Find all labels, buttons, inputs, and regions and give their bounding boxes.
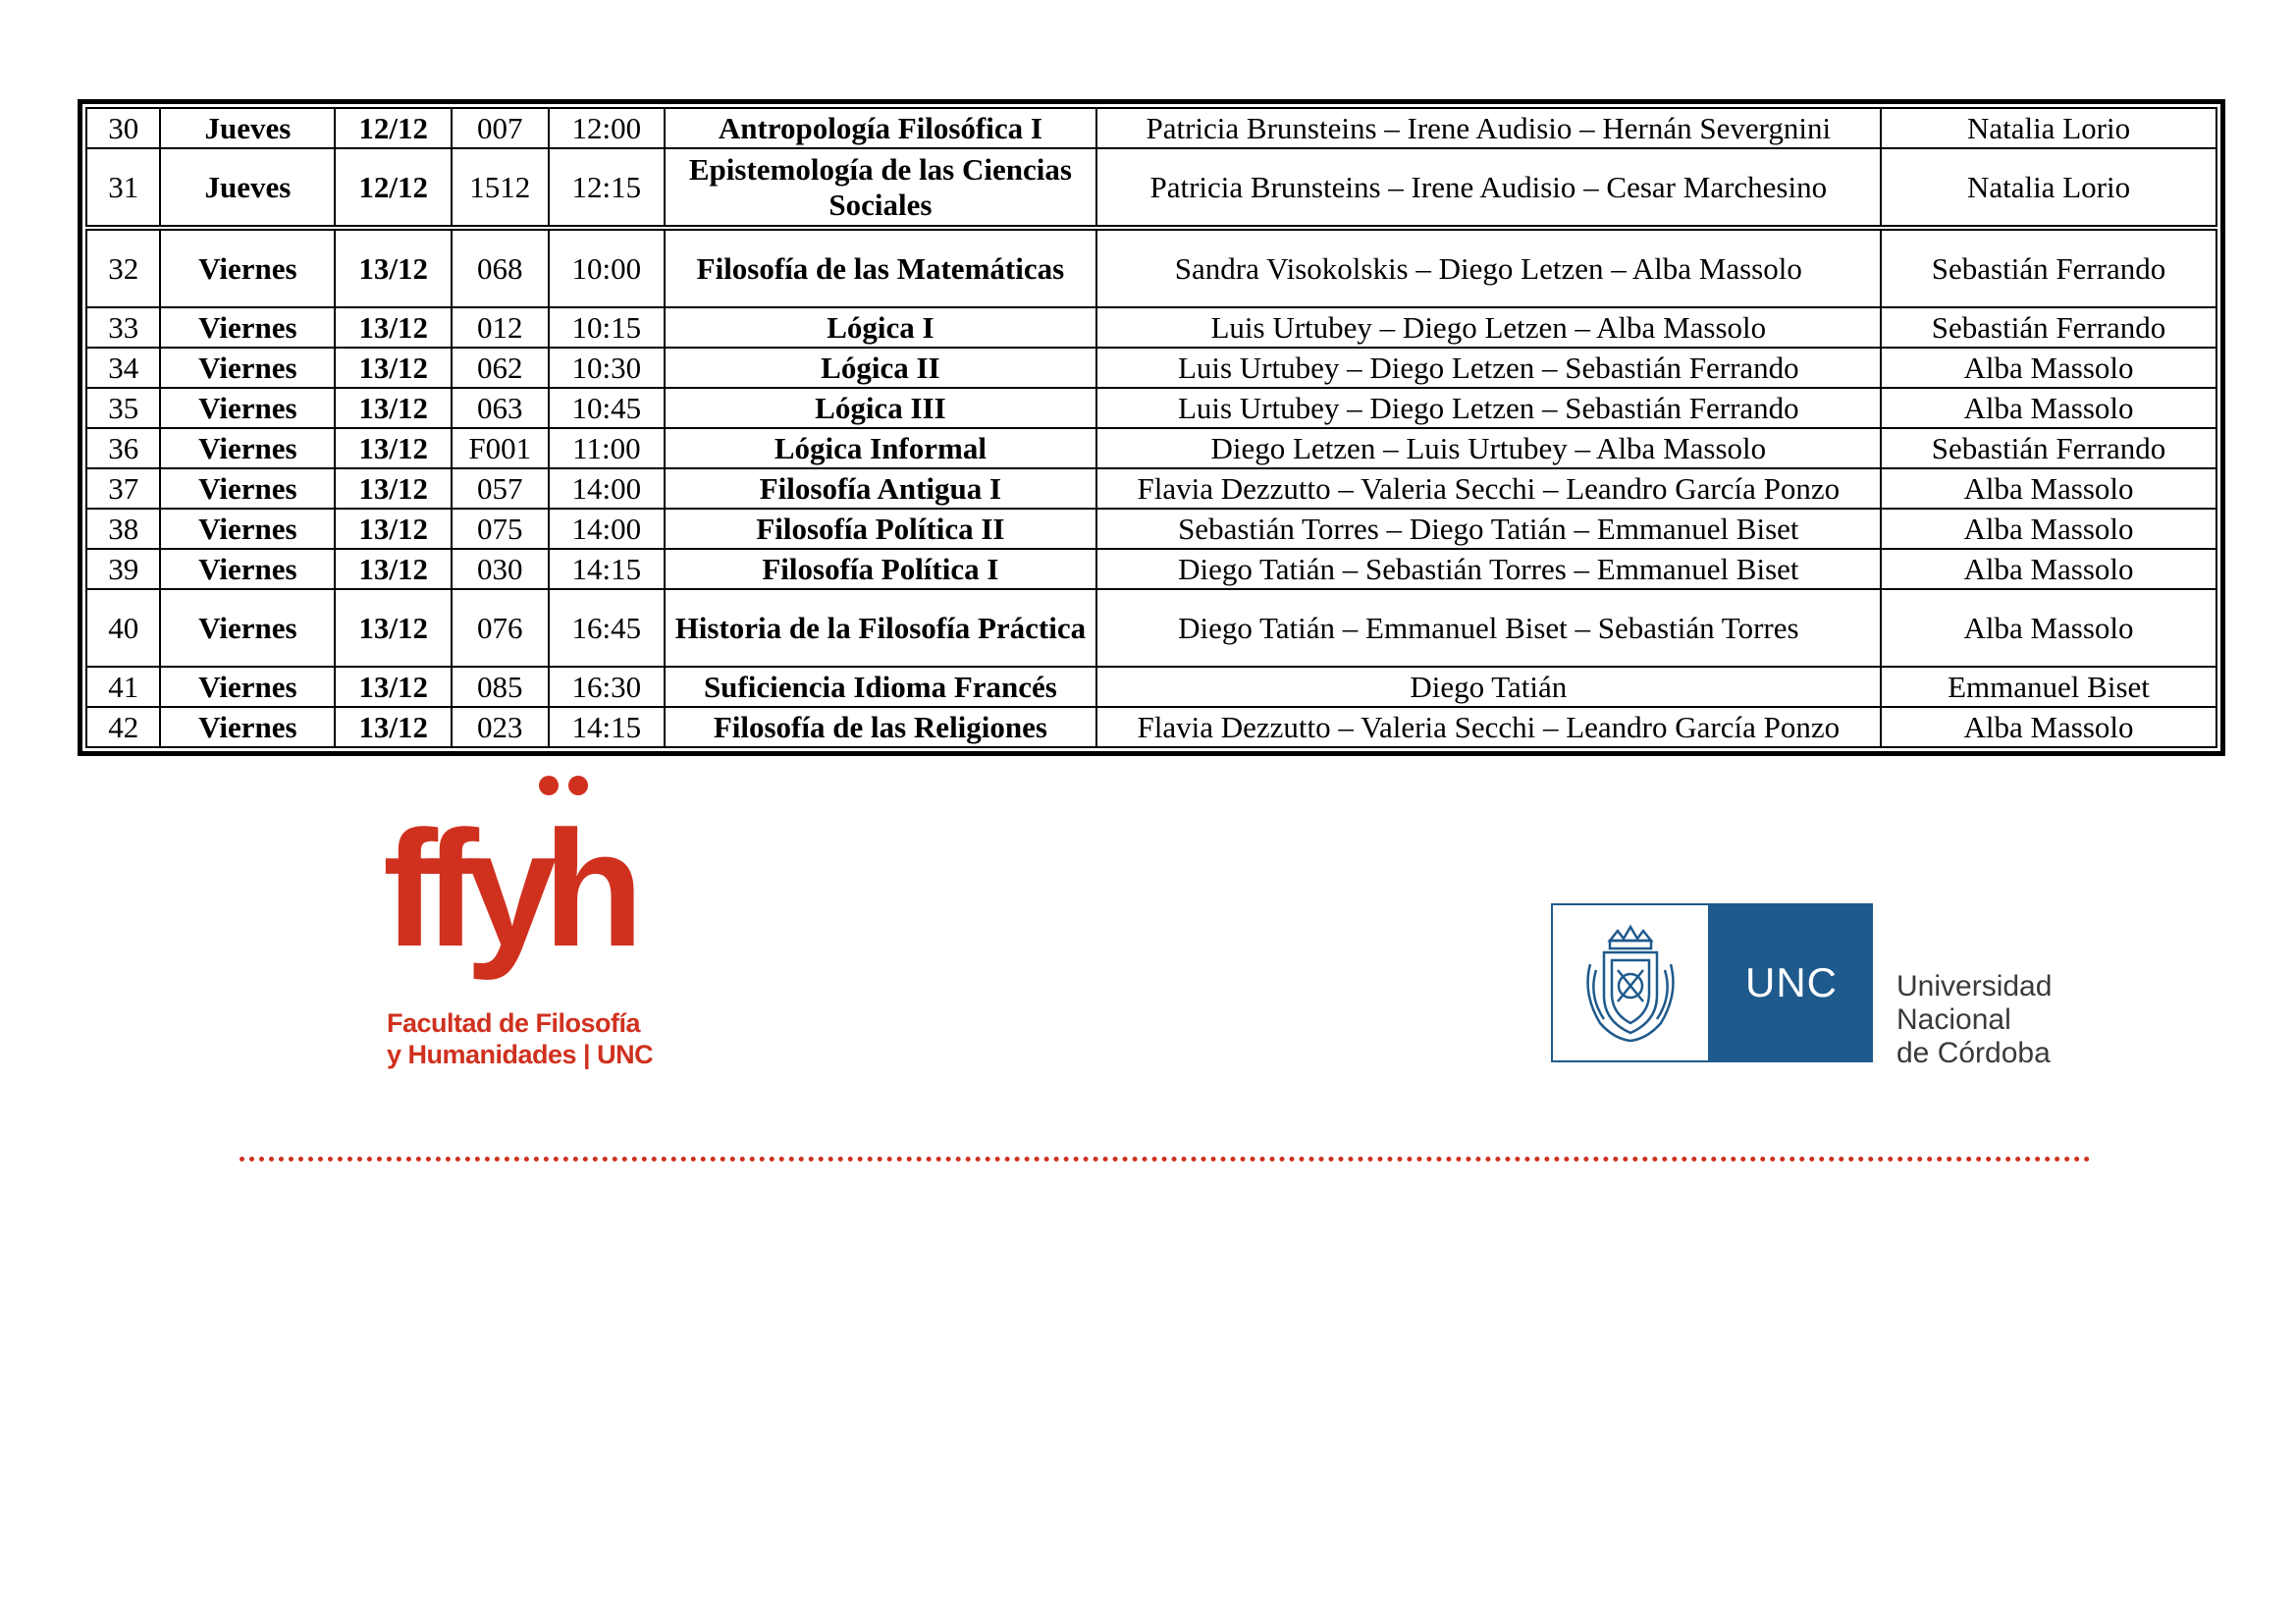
unc-name-line1: Universidad [1896, 970, 2053, 1002]
exam-subject: Historia de la Filosofía Práctica [665, 589, 1095, 667]
exam-tribunal: Luis Urtubey – Diego Letzen – Sebastián Ferrando [1096, 388, 1881, 428]
row-number: 40 [86, 589, 160, 667]
row-number: 36 [86, 428, 160, 468]
exam-subject: Filosofía Política II [665, 509, 1095, 549]
table-row [86, 509, 2216, 549]
exam-time: 14:15 [549, 549, 666, 589]
exam-date: 13/12 [335, 509, 452, 549]
exam-date: 13/12 [335, 228, 452, 307]
exam-room: 085 [452, 667, 549, 707]
exam-date: 13/12 [335, 589, 452, 667]
exam-schedule-grid [85, 107, 2217, 748]
row-number: 32 [86, 228, 160, 307]
row-number: 33 [86, 307, 160, 348]
exam-day: Viernes [160, 428, 335, 468]
table-row [86, 468, 2216, 509]
exam-date: 13/12 [335, 707, 452, 747]
exam-room: 062 [452, 348, 549, 388]
exam-date: 13/12 [335, 428, 452, 468]
table-row [86, 589, 2216, 667]
exam-time: 12:15 [549, 148, 666, 228]
row-number: 42 [86, 707, 160, 747]
unc-acronym-box [1710, 903, 1873, 1062]
exam-suplente: Alba Massolo [1881, 509, 2216, 549]
exam-tribunal: Sandra Visokolskis – Diego Letzen – Alba Massolo [1096, 228, 1881, 307]
exam-tribunal: Patricia Brunsteins – Irene Audisio – Hernán Severgnini [1096, 108, 1881, 148]
ffyh-wordmark: ffyh [383, 796, 630, 981]
exam-subject: Lógica III [665, 388, 1095, 428]
exam-day: Jueves [160, 108, 335, 148]
exam-day: Viernes [160, 228, 335, 307]
exam-suplente: Natalia Lorio [1881, 148, 2216, 228]
exam-room: 068 [452, 228, 549, 307]
row-number: 41 [86, 667, 160, 707]
exam-day: Viernes [160, 307, 335, 348]
exam-time: 10:45 [549, 388, 666, 428]
exam-subject: Lógica Informal [665, 428, 1095, 468]
table-row [86, 148, 2216, 228]
exam-subject: Filosofía de las Religiones [665, 707, 1095, 747]
exam-suplente: Sebastián Ferrando [1881, 307, 2216, 348]
ffyh-logo [383, 776, 677, 1070]
exam-room: 1512 [452, 148, 549, 228]
exam-day: Viernes [160, 348, 335, 388]
table-row [86, 348, 2216, 388]
exam-time: 12:00 [549, 108, 666, 148]
exam-room: 076 [452, 589, 549, 667]
exam-room: 012 [452, 307, 549, 348]
exam-room: 075 [452, 509, 549, 549]
exam-subject: Antropología Filosófica I [665, 108, 1095, 148]
dot-icon [539, 776, 559, 795]
unc-crest-box [1551, 903, 1710, 1062]
exam-date: 12/12 [335, 108, 452, 148]
exam-date: 13/12 [335, 348, 452, 388]
exam-suplente: Sebastián Ferrando [1881, 428, 2216, 468]
row-number: 37 [86, 468, 160, 509]
exam-room: 030 [452, 549, 549, 589]
exam-tribunal: Flavia Dezzutto – Valeria Secchi – Leandro García Ponzo [1096, 468, 1881, 509]
exam-tribunal: Flavia Dezzutto – Valeria Secchi – Leandro García Ponzo [1096, 707, 1881, 747]
row-number: 39 [86, 549, 160, 589]
unc-name-line3: de Córdoba [1896, 1037, 2051, 1069]
exam-time: 10:15 [549, 307, 666, 348]
table-row [86, 228, 2216, 307]
table-row [86, 549, 2216, 589]
dot-icon [568, 776, 588, 795]
exam-subject: Filosofía de las Matemáticas [665, 228, 1095, 307]
exam-time: 10:30 [549, 348, 666, 388]
exam-tribunal: Diego Tatián – Sebastián Torres – Emmanuel Biset [1096, 549, 1881, 589]
exam-suplente: Alba Massolo [1881, 468, 2216, 509]
table-row [86, 388, 2216, 428]
exam-time: 14:15 [549, 707, 666, 747]
exam-subject: Epistemología de las Ciencias Sociales [665, 148, 1095, 228]
unc-logo [1551, 903, 2101, 1069]
exam-subject: Filosofía Política I [665, 549, 1095, 589]
exam-day: Jueves [160, 148, 335, 228]
table-row [86, 108, 2216, 148]
exam-date: 13/12 [335, 667, 452, 707]
exam-suplente: Alba Massolo [1881, 388, 2216, 428]
exam-day: Viernes [160, 549, 335, 589]
unc-acronym: UNC [1745, 959, 1838, 1005]
exam-tribunal: Diego Letzen – Luis Urtubey – Alba Massolo [1096, 428, 1881, 468]
table-row [86, 307, 2216, 348]
exam-schedule-table [78, 99, 2225, 756]
exam-room: 063 [452, 388, 549, 428]
exam-date: 13/12 [335, 307, 452, 348]
exam-day: Viernes [160, 589, 335, 667]
row-number: 38 [86, 509, 160, 549]
unc-name [1896, 970, 2052, 1070]
exam-tribunal: Luis Urtubey – Diego Letzen – Sebastián Ferrando [1096, 348, 1881, 388]
exam-day: Viernes [160, 468, 335, 509]
exam-suplente: Alba Massolo [1881, 589, 2216, 667]
exam-room: 057 [452, 468, 549, 509]
exam-tribunal: Diego Tatián [1096, 667, 1881, 707]
unc-name-line2: Nacional [1896, 1003, 2011, 1036]
exam-tribunal: Sebastián Torres – Diego Tatián – Emmanuel Biset [1096, 509, 1881, 549]
exam-room: 007 [452, 108, 549, 148]
exam-tribunal: Patricia Brunsteins – Irene Audisio – Cesar Marchesino [1096, 148, 1881, 228]
exam-suplente: Alba Massolo [1881, 707, 2216, 747]
exam-time: 14:00 [549, 468, 666, 509]
table-row [86, 428, 2216, 468]
ffyh-caption [387, 1007, 701, 1070]
exam-suplente: Alba Massolo [1881, 348, 2216, 388]
ffyh-caption-line2: y Humanidades | UNC [387, 1040, 654, 1069]
exam-day: Viernes [160, 388, 335, 428]
unc-crest-icon [1553, 905, 1708, 1060]
exam-date: 13/12 [335, 388, 452, 428]
exam-room: 023 [452, 707, 549, 747]
exam-suplente: Natalia Lorio [1881, 108, 2216, 148]
exam-suplente: Alba Massolo [1881, 549, 2216, 589]
exam-date: 13/12 [335, 468, 452, 509]
row-number: 30 [86, 108, 160, 148]
exam-tribunal: Diego Tatián – Emmanuel Biset – Sebastián Torres [1096, 589, 1881, 667]
exam-suplente: Emmanuel Biset [1881, 667, 2216, 707]
exam-day: Viernes [160, 707, 335, 747]
row-number: 34 [86, 348, 160, 388]
exam-date: 13/12 [335, 549, 452, 589]
exam-day: Viernes [160, 667, 335, 707]
exam-room: F001 [452, 428, 549, 468]
exam-day: Viernes [160, 509, 335, 549]
ffyh-caption-line1: Facultad de Filosofía [387, 1008, 641, 1038]
exam-subject: Filosofía Antigua I [665, 468, 1095, 509]
table-row [86, 707, 2216, 747]
exam-time: 11:00 [549, 428, 666, 468]
exam-subject: Suficiencia Idioma Francés [665, 667, 1095, 707]
exam-tribunal: Luis Urtubey – Diego Letzen – Alba Massolo [1096, 307, 1881, 348]
exam-time: 14:00 [549, 509, 666, 549]
exam-date: 12/12 [335, 148, 452, 228]
exam-suplente: Sebastián Ferrando [1881, 228, 2216, 307]
exam-time: 16:30 [549, 667, 666, 707]
exam-subject: Lógica I [665, 307, 1095, 348]
exam-time: 16:45 [549, 589, 666, 667]
row-number: 31 [86, 148, 160, 228]
row-number: 35 [86, 388, 160, 428]
exam-subject: Lógica II [665, 348, 1095, 388]
table-row [86, 667, 2216, 707]
red-dotted-separator [240, 1157, 2091, 1162]
exam-time: 10:00 [549, 228, 666, 307]
